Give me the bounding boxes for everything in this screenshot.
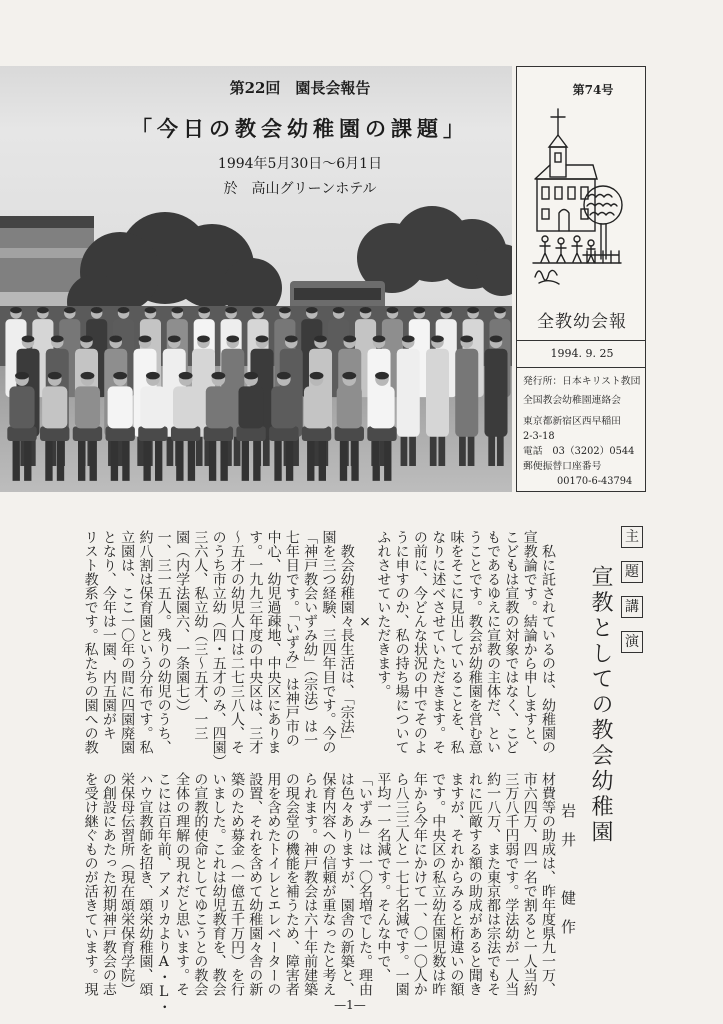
- text-column: 宣教論です。結論から申しますと、: [521, 530, 538, 754]
- publisher-address-number: 2-3-18: [523, 431, 555, 442]
- text-column: の宣教的使命としてゆこうとの教会: [192, 772, 209, 996]
- person-body: [426, 349, 449, 437]
- text-column: 中心、幼児過疎地、中央区にありま: [265, 530, 282, 754]
- publisher-line: 発行所：日本キリスト教団: [523, 376, 641, 387]
- person-hair: [15, 372, 29, 380]
- person-hair: [81, 372, 95, 380]
- person-body: [42, 386, 67, 428]
- person-hair: [211, 372, 225, 380]
- person-body: [271, 386, 296, 428]
- person-hair: [431, 335, 444, 342]
- text-column: の創設にあたった初期神戸教会の志: [100, 772, 117, 996]
- person-hair: [360, 307, 372, 313]
- section-label-char: 題: [621, 561, 643, 583]
- person-hair: [51, 335, 64, 342]
- person-lap: [204, 426, 233, 441]
- person-hair: [91, 307, 103, 313]
- person-hair: [197, 335, 210, 342]
- text-column: ますが、それからみると桁違いの額: [448, 772, 465, 996]
- person-hair: [256, 335, 269, 342]
- text-column: もであるゆえに宣教の主体だ、とい: [485, 530, 502, 754]
- tree: [584, 186, 622, 259]
- person-hair: [113, 372, 127, 380]
- text-column: のうち市立幼（四・五才のみ、四園）: [210, 530, 227, 768]
- report-title: 「今日の教会幼稚園の課題」: [131, 116, 469, 141]
- article-title: 宣教としての教会幼稚園: [588, 565, 613, 846]
- newsletter-name: 全教幼会報: [537, 312, 627, 332]
- church-illustration: [531, 107, 623, 287]
- person-body: [140, 386, 165, 428]
- text-column: こには百年前、アメリカよりA・L・: [155, 772, 172, 1014]
- person-hair: [146, 372, 160, 380]
- person-hair: [48, 372, 62, 380]
- text-column: 教会幼稚園々長生活は、「宗法」: [338, 544, 355, 747]
- text-column: 園（内学法園六、一条園七））: [174, 530, 191, 719]
- person-lap: [236, 426, 265, 441]
- person-lap: [105, 426, 134, 441]
- text-column: リスト教系です。私たちの園への教: [82, 530, 99, 754]
- text-column: の前に、今どんな状況の中でそのよ: [411, 530, 428, 754]
- text-column: ら八三三人と一七七名減です。一園: [393, 772, 410, 996]
- person-lap: [73, 426, 102, 441]
- issue-number: 第74号: [572, 83, 614, 97]
- person-hair: [145, 307, 157, 313]
- person-body: [304, 386, 329, 428]
- text-column: ハウ宣教師を招き、頌栄幼稚園、頌: [137, 772, 154, 996]
- text-column: 私に託されているのは、幼稚園の: [540, 544, 556, 754]
- text-column: 市六四万、四一名で割ると一人当約: [521, 772, 538, 996]
- page-number: —1—: [334, 998, 366, 1012]
- person-hair: [244, 372, 258, 380]
- text-column: 平均一一名減です。そんな中で、: [375, 772, 392, 982]
- person-hair: [10, 307, 22, 313]
- building-window-band: [0, 248, 94, 258]
- person-hair: [22, 335, 35, 342]
- person-leg: [497, 433, 504, 466]
- text-column: 築のため募金（一億五千万円）を行: [228, 772, 245, 996]
- text-column: の現会堂の機能を補うため、障害者: [283, 772, 300, 996]
- person-body: [173, 386, 198, 428]
- person-lap: [302, 426, 331, 441]
- person-hair: [310, 372, 324, 380]
- text-column: 七年目です。「いずみ」は神戸市の: [283, 530, 300, 747]
- person-leg: [488, 433, 495, 466]
- person-hair: [467, 307, 479, 313]
- text-column: うことです。教会が幼稚園を営む意: [466, 530, 483, 754]
- person-hair: [226, 335, 239, 342]
- person-body: [369, 386, 394, 428]
- person-lap: [40, 426, 69, 441]
- text-column: られます。神戸教会は六十年前建築: [302, 772, 319, 996]
- text-column: 「いずみ」は一〇名増でした。理由: [357, 772, 374, 996]
- person-body: [397, 349, 420, 437]
- text-column: 味をそこに見出していることを、私: [448, 530, 465, 754]
- person-lap: [335, 426, 364, 441]
- person-hair: [198, 307, 210, 313]
- report-dates: 1994年5月30日〜6月1日: [217, 156, 383, 172]
- person-hair: [277, 372, 291, 380]
- person-hair: [109, 335, 122, 342]
- person-hair: [314, 335, 327, 342]
- report-venue: 於 高山グリーンホテル: [223, 181, 377, 197]
- section-label-char: 講: [621, 596, 643, 618]
- text-column: こどもは宣教の対象ではなく、こど: [503, 530, 520, 754]
- person-hair: [279, 307, 291, 313]
- text-column: 年から今年にかけて一、〇一〇人か: [411, 772, 428, 996]
- person-hair: [375, 372, 389, 380]
- cross: [551, 109, 565, 135]
- person-lap: [7, 426, 36, 441]
- issue-date: 1994. 9. 25: [550, 347, 614, 360]
- person-hair: [37, 307, 49, 313]
- person-hair: [306, 307, 318, 313]
- masthead-divider: [517, 367, 645, 368]
- person-hair: [80, 335, 93, 342]
- person-hair: [387, 307, 399, 313]
- person-hair: [285, 335, 298, 342]
- person-leg: [438, 433, 445, 466]
- text-column: 材費等の助成は、昨年度県九一万、: [540, 772, 556, 996]
- steeple: [549, 135, 567, 177]
- text-column: いました。これは幼児教育を、教会: [210, 772, 227, 996]
- person-hair: [460, 335, 473, 342]
- person-hair: [64, 307, 76, 313]
- person-lap: [269, 426, 298, 441]
- publisher-address: 東京都新宿区西早稲田: [523, 416, 621, 427]
- person-lap: [171, 426, 200, 441]
- text-column: 園を三つ経験、三四年目です。今の: [320, 530, 337, 754]
- postal-transfer-account: 00170-6-43794: [557, 476, 633, 487]
- signature-scribble: [535, 270, 559, 284]
- text-column: となり、今年は一園、内五園がキ: [100, 530, 117, 740]
- person-hair: [225, 307, 237, 313]
- person-hair: [118, 307, 130, 313]
- text-column: 「神戸教会いずみ幼」（宗法）は一: [302, 530, 319, 747]
- text-column: 約一八万、また東京都は宗法でもそ: [485, 772, 502, 996]
- person-hair: [342, 372, 356, 380]
- section-separator: ×: [357, 614, 374, 630]
- text-column: 約八割は保育園という分布です。私: [137, 530, 154, 754]
- text-column: 全体の理解の現れだと思います。そ: [174, 772, 191, 996]
- meeting-label: 第22回 園長会報告: [229, 79, 371, 97]
- person-hair: [172, 307, 184, 313]
- person-leg: [459, 433, 466, 466]
- person-leg: [468, 433, 475, 466]
- person-body: [206, 386, 231, 428]
- text-column: れに匹敵する額の助成があると聞き: [466, 772, 483, 996]
- person-hair: [168, 335, 181, 342]
- person-lap: [367, 426, 396, 441]
- person-body: [9, 386, 34, 428]
- article-author: 岩井 健作: [559, 803, 577, 948]
- masthead: [516, 66, 646, 492]
- section-label-char: 演: [621, 631, 643, 653]
- person-hair: [333, 307, 345, 313]
- postal-transfer-label: 郵便振替口座番号: [523, 461, 602, 472]
- person-body: [75, 386, 100, 428]
- person-hair: [373, 335, 386, 342]
- publisher-organization: 全国教会幼稚園連絡会: [523, 395, 621, 406]
- person-body: [108, 386, 133, 428]
- text-column: なりに述べさせていただきます。そ: [430, 530, 447, 754]
- section-label: [621, 526, 643, 666]
- publisher-phone: 電話 03（3202）0544: [523, 446, 635, 457]
- text-column: は色々ありますが、園舎の新築と、: [338, 772, 355, 996]
- building-roof: [0, 216, 94, 228]
- person-body: [337, 386, 362, 428]
- text-column: 設置、それを含めて幼稚園々舎の新: [247, 772, 264, 996]
- text-column: を受け継ぐものが活きています。現: [82, 772, 99, 996]
- text-column: うに申すのか、私の持ち場について: [393, 530, 410, 754]
- person-body: [484, 349, 507, 437]
- text-column: す。一九九三年度の中央区は、三才: [247, 530, 264, 754]
- article-body-upper: [81, 530, 557, 768]
- person-hair: [252, 307, 264, 313]
- person-body: [238, 386, 263, 428]
- text-column: 立園は、ここ一〇年の間に四園廃園: [119, 530, 136, 754]
- masthead-divider: [517, 340, 645, 341]
- person-hair: [414, 307, 426, 313]
- person-lap: [138, 426, 167, 441]
- article-body-lower: [81, 772, 557, 1014]
- person-leg: [430, 433, 437, 466]
- text-column: 三万八千円弱です。学法幼が一人当: [503, 772, 520, 996]
- person-hair: [139, 335, 152, 342]
- person-leg: [409, 433, 416, 466]
- person-hair: [490, 335, 503, 342]
- person-hair: [494, 307, 506, 313]
- bus-windows: [294, 288, 381, 300]
- text-column: 用を含めたトイレとエレベーターの: [265, 772, 282, 996]
- text-column: です。中央区の私立幼在園児数は昨: [430, 772, 447, 996]
- person-leg: [401, 433, 408, 466]
- person-hair: [440, 307, 452, 313]
- person-hair: [343, 335, 356, 342]
- section-label-char: 主: [621, 526, 643, 548]
- person-hair: [402, 335, 415, 342]
- text-column: 一、三一五人。残りの幼児のうち、: [155, 530, 172, 754]
- text-column: 〜五才の幼児人口は二七三八人、そ: [228, 530, 245, 754]
- text-column: 保育内容への信頼が重なったと考え: [320, 772, 337, 996]
- person-body: [455, 349, 478, 437]
- text-column: 三六人、私立幼（三〜五才、一三: [192, 530, 209, 740]
- person-hair: [179, 372, 193, 380]
- text-column: 栄保母伝習所（現在頌栄保育学院）: [119, 772, 136, 996]
- text-column: ふれさせていただきます。: [375, 530, 392, 698]
